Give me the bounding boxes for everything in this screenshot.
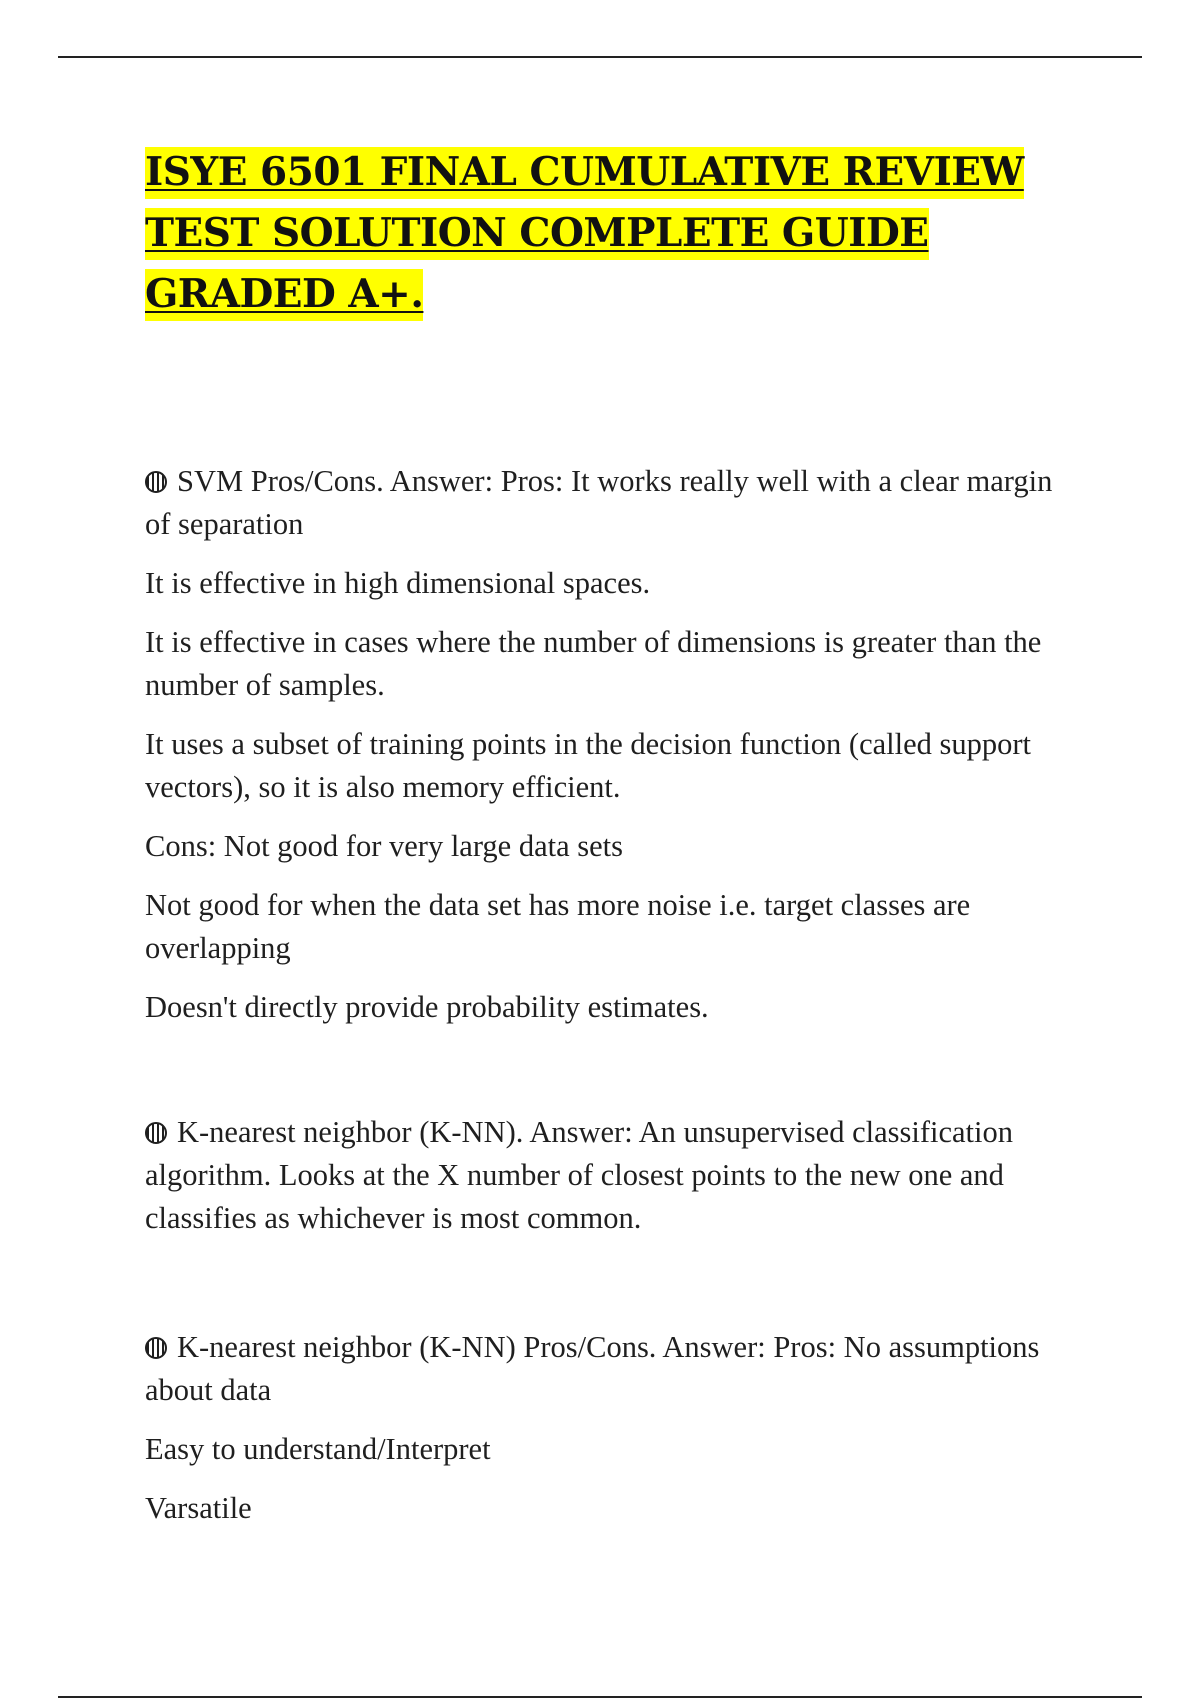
- answer-line: Easy to understand/Interpret: [145, 1432, 491, 1466]
- answer-line: It uses a subset of training points in the decision function (called support vectors), so it is also memory efficient.: [145, 727, 1032, 804]
- answer-line: Varsatile: [145, 1491, 252, 1525]
- bullet-icon: [145, 1337, 167, 1359]
- document-body: [145, 460, 1065, 1546]
- document-title: [145, 142, 1045, 325]
- bullet-icon: [145, 1122, 167, 1144]
- question-knn: K-nearest neighbor (K-NN). Answer: An unsupervised classification algorithm. Looks at the X number of closest points to the new one and classifies as whichever is most common.: [145, 1115, 1013, 1235]
- question-svm: SVM Pros/Cons. Answer: Pros: It works really well with a clear margin of separation: [145, 464, 1053, 541]
- question-knn-pros-cons: K-nearest neighbor (K-NN) Pros/Cons. Answer: Pros: No assumptions about data: [145, 1330, 1040, 1407]
- answer-line: Doesn't directly provide probability estimates.: [145, 990, 709, 1024]
- answer-line: Not good for when the data set has more noise i.e. target classes are overlapping: [145, 888, 971, 965]
- bullet-icon: [145, 471, 167, 493]
- answer-line: Cons: Not good for very large data sets: [145, 829, 624, 863]
- header-rule: [58, 56, 1142, 58]
- answer-line: It is effective in high dimensional spaces.: [145, 566, 651, 600]
- footer-rule: [58, 1696, 1142, 1698]
- answer-line: It is effective in cases where the number of dimensions is greater than the number of samples.: [145, 625, 1042, 702]
- title-highlight: ISYE 6501 FINAL CUMULATIVE REVIEW TEST SOLUTION COMPLETE GUIDE GRADED A+.: [145, 147, 1024, 321]
